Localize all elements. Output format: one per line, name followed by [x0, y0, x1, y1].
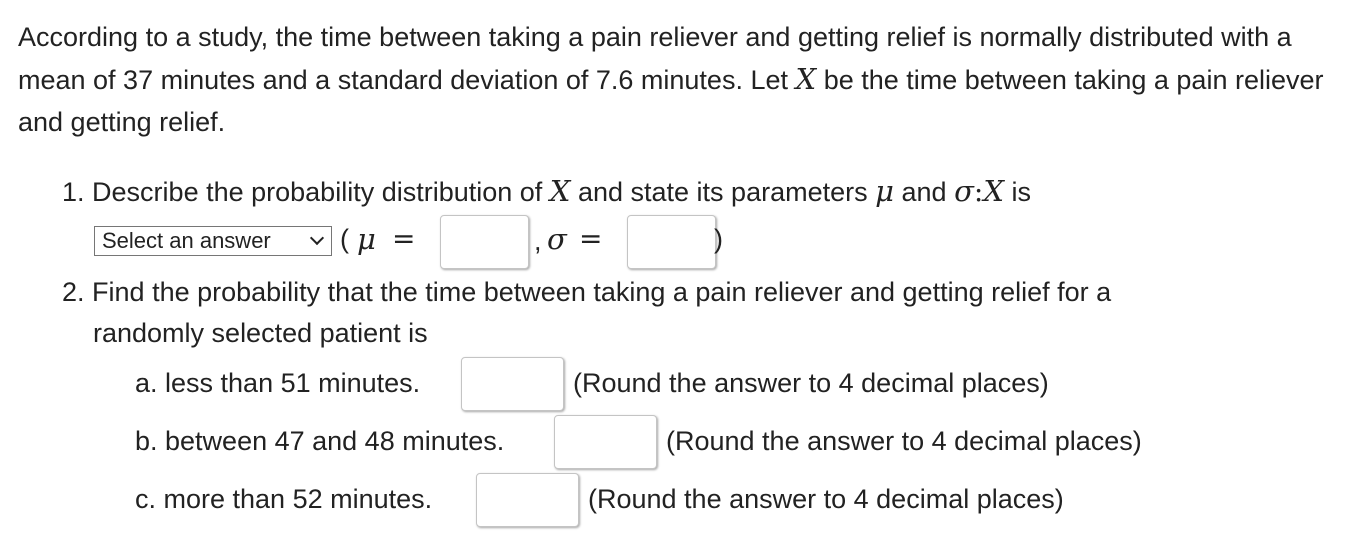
- sigma-input[interactable]: [627, 215, 716, 269]
- part-c-input[interactable]: [476, 473, 579, 527]
- question-2-text-1: Find the probability that the time between taking a pain reliever and getting relief for a: [92, 277, 1112, 307]
- sigma-symbol: σ: [547, 222, 567, 256]
- chevron-down-icon: [310, 231, 324, 245]
- intro-text-part1: According to a study, the time between taking a pain reliever and getting relief is normally distributed with a mean of 37 minutes and a standard deviation of 7.6 minutes. Let: [18, 22, 1292, 95]
- question-1-text-a: Describe the probability distribution of: [92, 177, 543, 207]
- question-2-number: 2.: [62, 277, 85, 307]
- distribution-select[interactable]: [94, 226, 332, 256]
- mu-input[interactable]: [440, 215, 529, 269]
- variable-x: X: [549, 174, 571, 208]
- open-paren: (: [340, 224, 349, 254]
- question-1-text: [62, 174, 1031, 208]
- intro-text-part2: be the time between taking a pain reliever and getting relief.: [18, 65, 1324, 137]
- question-1-text-b: and state its parameters: [577, 177, 868, 207]
- colon-symbol: :: [973, 175, 984, 208]
- variable-x: X: [795, 62, 817, 96]
- close-paren: ): [714, 224, 723, 254]
- sigma-symbol: σ: [954, 174, 974, 208]
- part-a-hint: (Round the answer to 4 decimal places): [573, 368, 1049, 398]
- part-a-input[interactable]: [461, 357, 564, 411]
- part-a-label: a. less than 51 minutes.: [135, 368, 421, 398]
- and-word: and: [901, 177, 947, 207]
- mu-symbol: μ: [875, 174, 894, 208]
- variable-x: X: [983, 174, 1004, 208]
- problem-statement: [18, 16, 1338, 143]
- equals-sign: =: [579, 222, 603, 255]
- equals-sign: =: [392, 222, 416, 255]
- part-b-label: b. between 47 and 48 minutes.: [135, 426, 505, 456]
- is-word: is: [1011, 177, 1031, 207]
- distribution-select-value: Select an answer: [102, 228, 271, 253]
- question-2-line-1: [62, 277, 1111, 308]
- part-c-label: c. more than 52 minutes.: [135, 484, 433, 514]
- mu-symbol: μ: [357, 222, 376, 256]
- part-c-hint: (Round the answer to 4 decimal places): [588, 484, 1064, 514]
- question-2-line-2: randomly selected patient is: [93, 318, 428, 348]
- part-b-hint: (Round the answer to 4 decimal places): [666, 426, 1142, 456]
- comma: ,: [534, 226, 542, 256]
- question-1-number: 1.: [62, 177, 85, 207]
- part-b-input[interactable]: [554, 415, 657, 469]
